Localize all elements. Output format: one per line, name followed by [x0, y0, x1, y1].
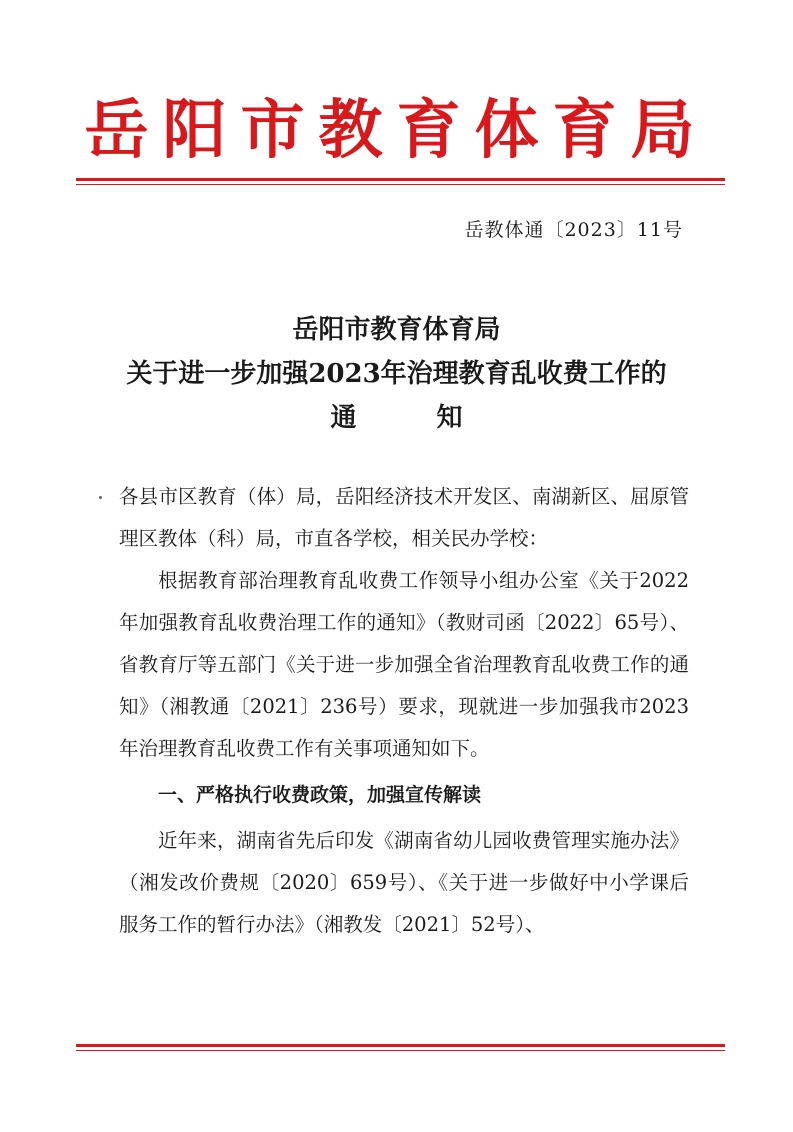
- title-line-1: 岳阳市教育体育局: [292, 315, 501, 345]
- title-line-3: 通知: [330, 403, 543, 433]
- footer-rule-thin: [76, 1050, 725, 1051]
- org-letterhead-title: 岳阳市教育体育局: [84, 93, 709, 168]
- footer-rule-thick: [76, 1044, 725, 1047]
- document-body: [119, 476, 689, 946]
- document-title: [0, 308, 793, 440]
- addressee: 各县市区教育（体）局，岳阳经济技术开发区、南湖新区、屈原管理区教体（科）局，市直各学校，相关民办学校：: [119, 485, 689, 550]
- header-rule-thick: [76, 178, 725, 181]
- body-paragraph: 近年来，湖南省先后印发《湖南省幼儿园收费管理实施办法》（湘发改价费规〔2020〕659号）、《关于进一步做好中小学课后服务工作的暂行办法》（湘教发〔2021〕52号）、: [119, 829, 689, 936]
- body-paragraph: 根据教育部治理教育乱收费工作领导小组办公室《关于2022年加强教育乱收费治理工作的通知》（教财司函〔2022〕65号）、省教育厅等五部门《关于进一步加强全省治理教育乱收费工作的通知》（湘教通〔2021〕236号）要求，现就进一步加强我市2023年治理教育乱收费工作有关事项通知如下。: [119, 569, 689, 760]
- document-number: 岳教体通〔2023〕11号: [464, 219, 683, 241]
- section-heading: 一、严格执行收费政策，加强宣传解读: [158, 784, 482, 806]
- scan-artifact-dot: [99, 496, 102, 499]
- header-rule-thin: [76, 184, 725, 185]
- title-line-2: 关于进一步加强2023年治理教育乱收费工作的: [126, 359, 667, 389]
